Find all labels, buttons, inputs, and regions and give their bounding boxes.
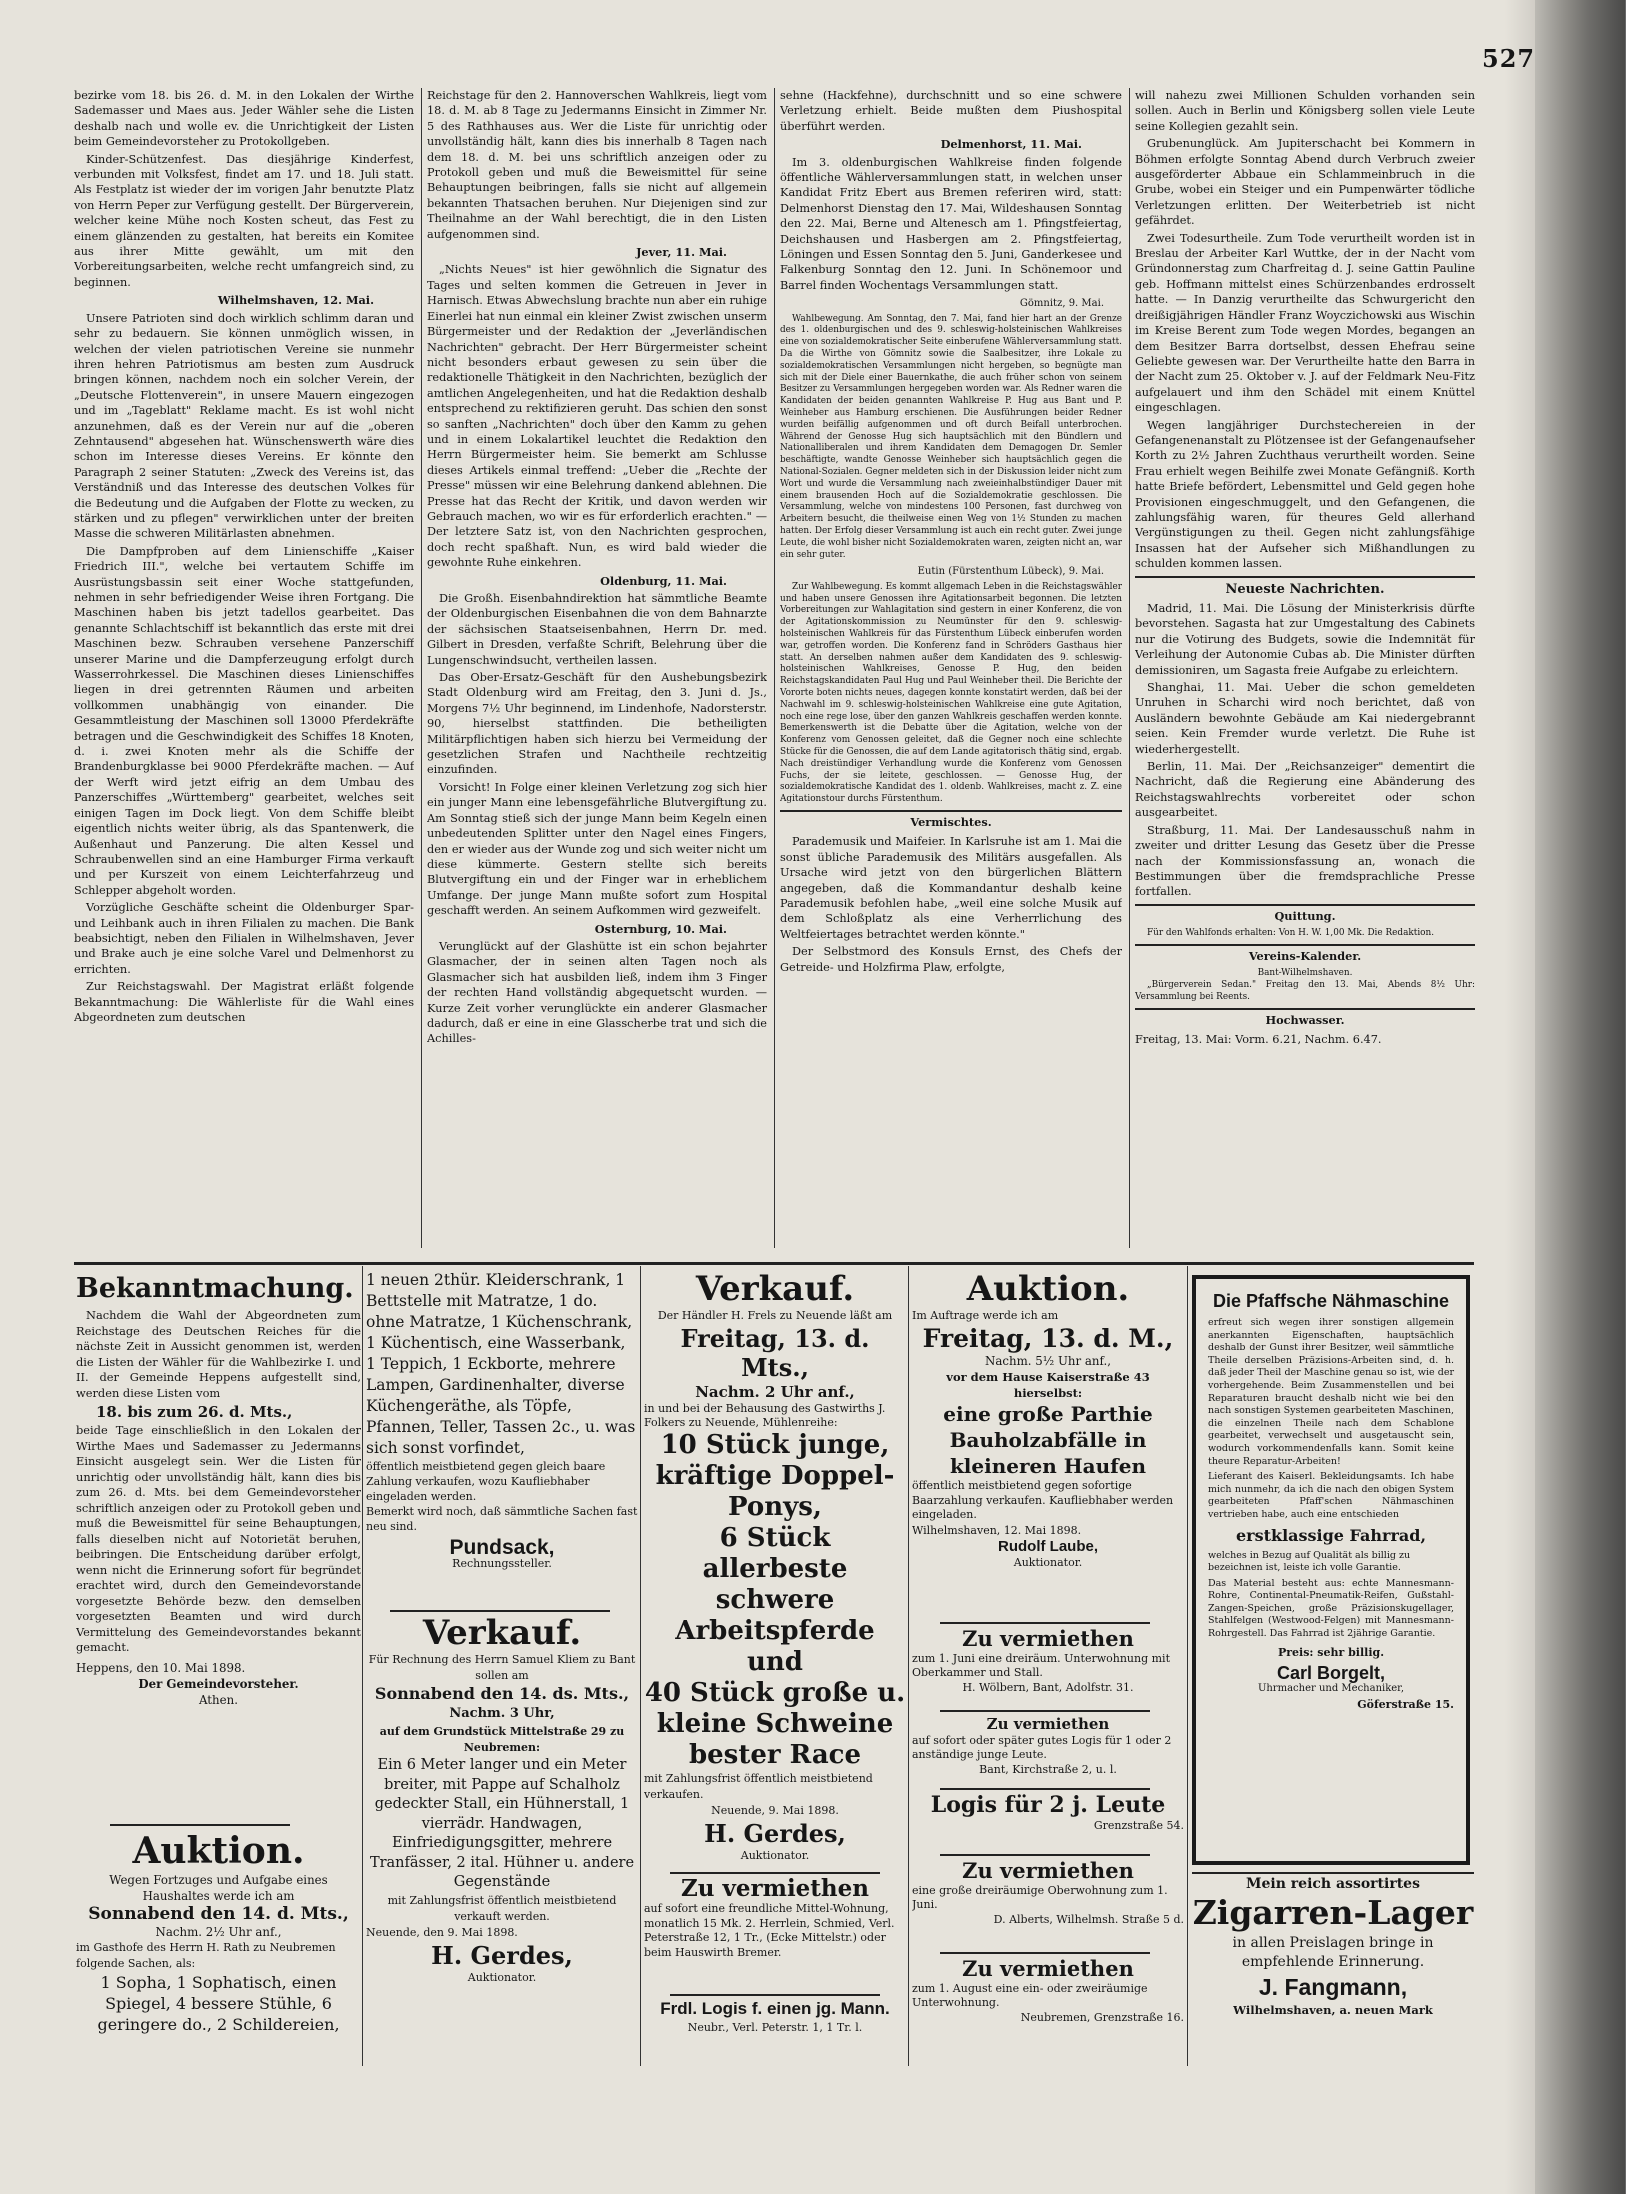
dateline: Delmenhorst, 11. Mai.: [940, 137, 1082, 152]
article-paragraph: Straßburg, 11. Mai. Der Landesausschuß nahm in zweiter und dritter Lesung das Gesetz über die Presse nach der Kommissionsfassung an, wonach die Bestimmungen über die fremdsprachliche Presse fortfallen.: [1135, 823, 1475, 899]
ad-divider: [940, 1622, 1150, 1624]
ad-role: Auktionator.: [740, 1849, 810, 1862]
article-paragraph: „Nichts Neues" ist hier gewöhnlich die Signatur des Tages und selten kommen die Getreuen in Jever in Harnisch. Etwas Abwechslung brachte nun aber ein ruhige Einerlei hat nun einmal ein kleiner Zwist zwischen unserm Bürgermeister und der Redaktion der „Jeverländischen Nachrichten" gebracht. Der Herr Bürgermeister scheint nicht besonders erbaut gewesen zu sein über die redaktionelle Thätigkeit in den Nachrichten, bezüglich der amtlichen Angelegenheiten, und hat die Redaktion deshalb entsprechend zu rektifizieren geruht. Das schien den sonst so sanften „Nachrichten" doch über den Kamm zu gehen und in einem Lokalartikel leuchtet die Redaktion den Herrn Bürgermeister heim. Sie bemerkt am Schlusse dieses Artikels einmal treffend: „Ueber die „Rechte der Presse" müssen wir eine Belehrung dankend ablehnen. Die Presse hat das Recht der Kritik, und davon werden wir Gebrauch machen, wo wir es für erforderlich erachten." — Der letztere Satz ist, von den Nachrichten gesprochen, doch recht spaßhaft. Nun, es wird bald wieder die gewohnte Ruhe einkehren.: [427, 263, 767, 570]
ad-bekanntmachung: [76, 1270, 361, 1820]
article-paragraph: Unsere Patrioten sind doch wirklich schlimm daran und sehr zu bedauern. Sie können unmöglich wissen, in welchen der vielen patriotischen Vereine sie nunmehr ihren hehren Patriotismus am besten zum Ausdruck bringen können, nachdem noch ein solcher Verein, der „Deutsche Flottenverein", in unsere Mauern eingezogen und im „Tageblatt" Reklame macht. Es ist wohl nicht anzunehmen, daß es der Verein nur auf die „oberen Zehntausend" abgesehen hat. Wünschenswerth wäre dies schon im Interesse dieses Vereins. Er könnte den Paragraph 2 seiner Statuten: „Zweck des Vereins ist, das Verständniß und das Interesse des deutschen Volkes für die Bedeutung und die Aufgaben der Flotte zu wecken, zu stärken und zu pflegen" verwirklichen unter der breiten Masse die schweren Militärlasten abnehmen.: [74, 311, 414, 541]
ad-auktion-laube: [912, 1270, 1184, 1620]
ad-contact: D. Alberts, Wilhelmsh. Straße 5 d.: [993, 1913, 1184, 1926]
ad-body: eine große dreiräumige Oberwohnung zum 1. Juni.: [912, 1884, 1168, 1911]
ad-signer: J. Fangmann,: [1258, 1974, 1408, 2000]
ad-place: auf dem Grundstück Mittelstraße 29 zu Neubremen:: [379, 1725, 625, 1754]
ad-title: Zu vermiethen: [680, 1876, 870, 1902]
ad-title: Logis für 2 j. Leute: [930, 1792, 1166, 1818]
ad-title: Verkauf.: [695, 1270, 855, 1309]
article-paragraph: Die Dampfproben auf dem Linienschiffe „Kaiser Friedrich III.", welche bei vertautem Schiffe im Ausrüstungsbassin seit einer Woche stattgefunden, nehmen in sehr befriedigender Weise ihren Fortgang. Die Maschinen haben bis jetzt tadellos gearbeitet. Das genannte Schlachtschiff ist bekanntlich das erste mit drei Maschinen bezw. Schrauben versehene Panzerschiff unserer Marine und die Dampferzeugung erfolgt durch Wasserrohrkessel. Die Maschinen dieses Linienschiffes liegen in drei getrennten Räumen und arbeiten vollkommen unabhängig von einander. Die Gesammtleistung der Maschinen soll 13000 Pferdekräfte betragen und die Geschwindigkeit des Schiffes 18 Knoten, d. i. zwei Knoten mehr als die Schiffe der Brandenburgklasse bei 9000 Pferdekräfte machen. — Auf der Werft wird jetzt eifrig an dem Umbau des Panzerschiffes „Württemberg" gearbeitet, welches seit einigen Tagen im Dock liegt. Von dem Schiffe bleibt eigentlich nichts weiter übrig, als das Spantenwerk, die Außenhaut und Panzerung. Die alten Kessel und Schraubenwellen sind an eine Hamburger Firma verkauft und per Kurszeit von einem Leichterfahrzeug und Schlepper abgeholt worden.: [74, 544, 414, 897]
column-rule: [774, 88, 775, 1248]
ads-top-rule: [74, 1262, 1474, 1265]
ad-item: 6 Stück allerbeste schwere Arbeitspferde und: [675, 1523, 875, 1677]
receipt-text: Für den Wahlfonds erhalten: Von H. W. 1,00 Mk. Die Redaktion.: [1147, 928, 1435, 939]
ad-item: eine große Parthie Bauholzabfälle in kleineren Haufen: [943, 1402, 1153, 1478]
column-3: [780, 88, 1122, 1248]
ad-title: Zu vermiethen: [962, 1956, 1134, 1981]
page-edge-shadow: [1535, 0, 1625, 2194]
ad-vermiethen-grenzstrasse: [912, 1956, 1184, 2060]
ad-body: beide Tage einschließlich in den Lokalen der Wirthe Maes und Sademasser zu Jedermanns Einsicht ausgelegt sein. Wer die Listen für unrichtig oder unvollständig hält, kann dies bis zum 26. d. Mts. bei dem Gemeindevorsteher schriftlich anzeigen oder zu Protokoll geben und muß die Beweismittel für seine Behauptungen, falls dieselben nicht auf Notorietät beruhen, beibringen. Die Entscheidung darüber erfolgt, wenn nicht die Erinnerung sofort für begründet erachtet wird, durch den Gemeindevorstande vorgesetzte Behörde bezw. den demselben vorgesetzten Beamten und wird durch Vermittelung des Gemeindevorstandes bekannt gemacht.: [76, 1423, 361, 1654]
article-paragraph: Wegen langjähriger Durchstechereien in der Gefangenenanstalt zu Plötzensee ist der Gefangenaufseher Korth zu 2½ Jahren Zuchthaus verurtheilt worden. Seine Frau erhielt wegen Beihilfe zwei Monate Gefängniß. Korth hatte Briefe befördert, Lebensmittel und Geld gegen hohe Provisionen eingeschmuggelt, und den Gefangenen, die zahlungsfähig waren, für theures Geld allerhand Vergünstigungen zu theil. Gegen nicht zahlungsfähige Insassen hat der Aufseher sich Mißhandlungen zu schulden kommen lassen.: [1135, 418, 1475, 571]
ad-address: Wilhelmshaven, a. neuen Mark: [1233, 2003, 1433, 2017]
page-gutter: [1505, 0, 1537, 2194]
ad-body: erfreut sich wegen ihrer sonstigen allgemein anerkannten Eigenschaften, hauptsächlich deshalb der Gunst ihrer Besitzer, weil sämmtliche Theile derselben Präzisions-Arbeiten sind, d. h. daß jeder Theil der Maschine genau so ist, wie der vorhergehende. Beim Zusammenstellen und bei Reparaturen braucht deshalb nicht wie bei den nach sonstigen Systemen gearbeiteten Maschinen, die einzelnen Theile nach dem Schablone gearbeitet, verwechselt und ausgetauscht sein, wodurch vorkommendenfalls kann. Somit keine theure Reparatur-Arbeiten!: [1208, 1317, 1454, 1467]
ad-rule: [1187, 1266, 1188, 2066]
ad-divider: [940, 1854, 1150, 1856]
ad-signer: Rudolf Laube,: [998, 1537, 1098, 1555]
article-paragraph: Das Ober-Ersatz-Geschäft für den Aushebungsbezirk Stadt Oldenburg wird am Freitag, den 3. Juni d. Js., Morgens 7½ Uhr beginnend, im Lindenhofe, Nadorsterstr. 90, hierselbst stattfinden. Die betheiligten Militärpflichtigen haben sich hierzu bei Vermeidung der gesetzlichen Strafen und Nachtheile rechtzeitig einzufinden.: [427, 671, 767, 777]
ad-line: in allen Preislagen bringe in empfehlende Erinnerung.: [1232, 1935, 1434, 1970]
ad-dateline: Neuende, den 9. Mai 1898.: [366, 1925, 518, 1939]
ad-place: in und bei der Behausung des Gastwirths J. Folkers zu Neuende, Mühlenreihe:: [644, 1402, 886, 1429]
ad-vermiethen-woelbern: [912, 1626, 1184, 1706]
ad-verkauf-kliem: [366, 1614, 638, 2064]
ad-title: Die Pfaffsche Nähmaschine: [1212, 1291, 1450, 1311]
dateline: Eutin (Fürstenthum Lübeck), 9. Mai.: [917, 566, 1104, 578]
ad-body: zum 1. Juni eine dreiräum. Unterwohnung mit Oberkammer und Stall.: [912, 1652, 1170, 1679]
ad-intro: Der Händler H. Frels zu Neuende läßt am: [657, 1309, 893, 1322]
ad-terms: mit Zahlungsfrist öffentlich meistbietend verkauft werden.: [387, 1893, 617, 1923]
ad-signer: H. Gerdes,: [431, 1940, 573, 1970]
ad-dates: 18. bis zum 26. d. Mts.,: [96, 1403, 293, 1421]
ad-divider: [940, 1952, 1150, 1954]
club-notice: „Bürgerverein Sedan." Freitag den 13. Mai, Abends 8½ Uhr: Versammlung bei Reents.: [1135, 980, 1475, 1002]
ad-rule: [640, 1266, 641, 2066]
section-heading: Quittung.: [1135, 904, 1475, 924]
dateline: Gömnitz, 9. Mai.: [1019, 298, 1104, 310]
ad-divider: [390, 1610, 610, 1612]
article-paragraph: Der Selbstmord des Konsuls Ernst, des Chefs der Getreide- und Holzfirma Plaw, erfolgte,: [780, 945, 1122, 974]
ad-dateline: Heppens, den 10. Mai 1898.: [76, 1660, 246, 1675]
ad-items: 1 neuen 2thür. Kleiderschrank, 1 Bettstelle mit Matratze, 1 do. ohne Matratze, 1 Küchenschrank, 1 Küchentisch, eine Wasserbank, 1 Teppich, 1 Eckborte, mehrere Lampen, Gardinenhalter, diverse Küchengeräthe, als Töpfe, Pfannen, Teller, Tassen 2c., u. was sich sonst vorfindet,: [366, 1271, 636, 1457]
ad-intro: Wegen Fortzuges und Aufgabe eines Haushaltes werde ich am: [109, 1873, 328, 1903]
ad-date: Freitag, 13. d. Mts.,: [680, 1324, 870, 1382]
page-number: 527: [1482, 44, 1536, 73]
ad-terms: mit Zahlungsfrist öffentlich meistbietend verkaufen.: [644, 1772, 873, 1801]
ad-body: auf sofort oder später gutes Logis für 1 oder 2 anständige junge Leute.: [912, 1734, 1172, 1761]
ad-divider: [940, 1710, 1150, 1712]
column-2: [427, 88, 767, 1248]
ad-zigarren-lager: [1192, 1876, 1474, 2064]
dateline: Wilhelmshaven, 12. Mai.: [217, 293, 374, 308]
ad-auktion-rath: [76, 1830, 361, 2060]
club-subheading: Bant-Wilhelmshaven.: [1257, 968, 1353, 979]
section-heading: Hochwasser.: [1135, 1008, 1475, 1028]
ad-divider: [940, 1788, 1150, 1790]
ad-signer-name: Athen.: [199, 1692, 238, 1707]
ad-dateline: Neuende, 9. Mai 1898.: [711, 1804, 839, 1817]
article-paragraph: Verunglückt auf der Glashütte ist ein schon bejahrter Glasmacher, der in seinen alten Tagen noch als Glasmacher sich hat ausbilden ließ, indem ihm 3 Finger der rechten Hand vollständig abgequetscht wurden. — Kurze Zeit vorher verunglückte ein anderer Glasmacher dadurch, daß er eine in eine Glasscherbe trat und sich die Achilles-: [427, 939, 767, 1046]
column-rule: [1129, 88, 1130, 1248]
ad-intro: Im Auftrage werde ich am: [912, 1309, 1059, 1322]
ad-time: Nachm. 5½ Uhr anf.,: [985, 1354, 1111, 1368]
ad-items: Ein 6 Meter langer und ein Meter breiter, mit Pappe auf Schalholz gedeckter Stall, ein Hühnerstall, 1 vierrädr. Handwagen, Einfriedigungsgitter, mehrere Tranfässer, 2 ital. Hühner u. andere Gegenstände: [369, 1757, 635, 1890]
section-heading: Vereins-Kalender.: [1135, 944, 1475, 964]
ad-rule: [362, 1266, 363, 2066]
ad-contact: Grenzstraße 54.: [1093, 1819, 1184, 1832]
ad-verkauf-frels: [644, 1270, 906, 1870]
article-paragraph: Im 3. oldenburgischen Wahlkreise finden folgende öffentliche Wählerversammlungen statt, in welchen unser Kandidat Fritz Ebert aus Bremen referiren wird, statt: Delmenhorst Dienstag den 17. Mai, Wildeshausen Sonntag den 22. Mai, Berne und Altenesch am 1. Pfingstfeiertag, Deichshausen und Hasbergen am 2. Pfingstfeiertag, Löningen und Essen Sonntag den 5. Juni, Ganderkesee und Falkenburg Sonntag den 12. Juni. In Schönemoor und Barrel finden Wochentags Versammlungen statt.: [780, 155, 1122, 292]
section-heading: Vermischtes.: [780, 810, 1122, 830]
ad-date: Sonnabend den 14. d. Mts.,: [88, 1904, 349, 1924]
ad-contact: Neubremen, Grenzstraße 16.: [1020, 2011, 1184, 2024]
article-paragraph: Wahlbewegung. Am Sonntag, den 7. Mai, fand hier hart an der Grenze des 1. oldenburgischen und des 9. schleswig-holsteinischen Wahlkreises eine von sozialdemokratischer Seite einberufene Wählerversammlung statt. Da die Wirthe von Gömnitz sowie die Saalbesitzer, ihre Lokale zu sozialdemokratischen Versammlungen nicht hergeben, so begnügte man sich mit der Diele einer Bauernkathe, die auch früher schon von seinem Besitzer zu Versammlungen hergegeben worden war. Als Redner waren die Kandidaten der beiden genannten Wahlkreise P. Hug aus Bant und P. Weinheber aus Hamburg erschienen. Die Ausführungen beider Redner wurden beifällig aufgenommen und oft durch Beifall unterbrochen. Während der Genosse Hug sich hauptsächlich mit den Bündlern und Nationalliberalen und ihrem Kandidaten dem Demagogen Dr. Semler beschäftigte, wandte Genosse Weinheber sich hauptsächlich gegen die National-Sozialen. Gegner meldeten sich in der Diskussion leider nicht zum Wort und wurde die Versammlung nach zweieinhalbstündiger Dauer mit einem brausenden Hoch auf die Sozialdemokratie geschlossen. Die Versammlung, welche von mindestens 100 Personen, fast durchweg von Arbeitern besucht, die theilweise einen Weg von 1½ Stunden zu machen hatten. Der Erfolg dieser Versammlung ist auch ein recht guter. Zwei junge Leute, die wohl bisher nicht Sozialdemokraten waren, zeigten nicht an, war ein sehr guter.: [780, 313, 1122, 560]
article-paragraph: Madrid, 11. Mai. Die Lösung der Ministerkrisis dürfte bevorstehen. Sagasta hat zur Umgestaltung des Cabinets nur die Votirung des Budgets, sowie die Indemnität für Verleihung der Autonomie Cubas ab. Die Minister dürften demissioniren, um Sagasta freie Aufgabe zu erleichtern.: [1135, 602, 1475, 677]
ad-place: vor dem Hause Kaiserstraße 43 hierselbst:: [946, 1370, 1150, 1400]
ad-divider: [670, 1994, 880, 1996]
column-4: [1135, 88, 1475, 1248]
ad-contact: H. Wölbern, Bant, Adolfstr. 31.: [962, 1681, 1134, 1694]
ad-rule: [908, 1266, 909, 2066]
ad-address: Göferstraße 15.: [1357, 1697, 1454, 1711]
ad-terms: öffentlich meistbietend gegen sofortige Baarzahlung verkaufen. Kaufliebhaber werden eingeladen.: [912, 1479, 1174, 1521]
dateline: Osternburg, 10. Mai.: [594, 921, 727, 936]
article-paragraph: Vorsicht! In Folge einer kleinen Verletzung zog sich hier ein junger Mann eine lebensgefährliche Blutvergiftung zu. Am Sonntag stieß sich der junge Mann beim Kegeln einen unbedeutenden Splitter unter den Nagel eines Fingers, den er wieder aus der Wunde zog und sich weiter nicht um diese kümmerte. Gestern stellte sich bereits Blutvergiftung ein und der Finger war in erheblichem Umfange. Der junge Mann mußte sofort zum Hospital geschafft werden. An seinem Aufkommen wird gezweifelt.: [427, 780, 767, 918]
ad-line: Mein reich assortirtes: [1246, 1876, 1420, 1892]
ad-body: Lieferant des Kaiserl. Bekleidungsamts. Ich habe mich nunmehr, da ich die nach den obigen System gearbeiteten Pfaff'schen Nähmaschinen vertrieben habe, auch eine entschieden: [1208, 1471, 1454, 1520]
ad-role: Auktionator.: [467, 1970, 537, 1984]
article-paragraph: Shanghai, 11. Mai. Ueber die schon gemeldeten Unruhen in Scharchi wird noch berichtet, daß von Ausländern bewohnte Gebäude am Kai niedergebrannt seien. Kein Fremder wurde verletzt. Die Ruhe ist wiederhergestellt.: [1135, 681, 1475, 756]
article-paragraph: Zwei Todesurtheile. Zum Tode verurtheilt worden ist in Breslau der Arbeiter Karl Wuttke, der in der Nacht vom Gründonnerstag zum Charfreitag d. J. seine Gattin Pauline geb. Hoffmann mittelst eines Schürzenbandes erdrosselt hatte. — In Danzig verurtheilte das Schwurgericht den dreißigjährigen Händler Franz Woyczichowski aus Wischin im Kreise Berent zum Tode wegen Mordes, begangen an dem Besitzer Barra dortselbst, dessen Ehefrau seine Geliebte gewesen war. Der Verurtheilte hatte den Barra in der Nacht zum 25. Oktober v. J. auf der Feldmark Neu-Fitz aufgelauert und ihm den Schädel mit einem Knüttel eingeschlagen.: [1135, 231, 1475, 415]
ad-feature: erstklassige Fahrrad,: [1235, 1525, 1427, 1545]
ad-title: Zigarren-Lager: [1192, 1893, 1474, 1932]
ad-title: Verkauf.: [422, 1614, 582, 1653]
ad-vermiethen-mittelwohnung: [644, 1876, 906, 1991]
ad-body: Das Material besteht aus: echte Mannesmann-Rohre, Continental-Pneumatik-Reifen, Gußstahl-Zangen-Speichen, große Präzisionskugellager, Stahlfelgen (Westwood-Felgen) mit Mannesmann-Rohrgestell. Das Fahrrad ist 2jährige Garantie.: [1208, 1577, 1454, 1640]
ad-title: Zu vermiethen: [962, 1858, 1134, 1883]
ad-title: Auktion.: [132, 1830, 305, 1872]
ad-price: Preis: sehr billig.: [1277, 1645, 1385, 1659]
article-paragraph: Berlin, 11. Mai. Der „Reichsanzeiger" dementirt die Nachricht, daß die Regierung eine Abänderung des Reichstagswahlrechts vorbereitet oder schon ausgearbeitet.: [1135, 760, 1475, 820]
ad-role: Uhrmacher und Mechaniker,: [1257, 1682, 1405, 1694]
ad-vermiethen-alberts: [912, 1858, 1184, 1950]
ad-divider: [110, 1824, 290, 1826]
article-paragraph: Vorzügliche Geschäfte scheint die Oldenburger Spar- und Leihbank auch in ihren Filialen zu machen. Die Bank beabsichtigt, neben den Filialen in Wilhelmshaven, Jever und Brake auch je eine solche Varel und Delmenhorst zu errichten.: [74, 901, 414, 976]
article-paragraph: sehne (Hackfehne), durchschnitt und so eine schwere Verletzung erhielt. Beide mußten dem Piushospital überführt werden.: [780, 89, 1122, 133]
ad-item: 10 Stück junge, kräftige Doppel-Ponys,: [655, 1430, 895, 1522]
article-paragraph: Grubenunglück. Am Jupiterschacht bei Kommern in Böhmen erfolgte Sonntag Abend durch Verbruch zweier ausgeförderter Abbaue ein Schlammeinbruch in die Grube, wobei ein Steiger und ein Pumpenwärter tödliche Verletzungen erlitten. Der Weiterbetrieb ist nicht gefährdet.: [1135, 137, 1475, 228]
ad-date: Sonnabend den 14. ds. Mts.,: [374, 1684, 630, 1703]
ad-signer: Carl Borgelt,: [1276, 1662, 1386, 1683]
ad-time: Nachm. 3 Uhr,: [449, 1706, 555, 1721]
ad-signer: Der Gemeindevorsteher.: [138, 1676, 299, 1691]
ad-place: im Gasthofe des Herrn H. Rath zu Neubremen folgende Sachen, als:: [76, 1941, 336, 1970]
ad-time: Nachm. 2½ Uhr anf.,: [155, 1925, 282, 1939]
ad-role: Rechnungssteller.: [452, 1557, 552, 1570]
ad-intro: Für Rechnung des Herrn Samuel Kliem zu Bant sollen am: [368, 1653, 636, 1682]
ad-pfaff-naehmaschine: [1192, 1275, 1470, 1865]
ad-body: auf sofort eine freundliche Mittel-Wohnung, monatlich 15 Mk. 2. Herrlein, Schmied, Verl. Peterstraße 12, 1 Tr., (Ecke Mittelstr.) oder beim Hauswirth Bremer.: [644, 1902, 895, 1959]
ad-title: Zu vermiethen: [962, 1626, 1134, 1651]
ad-body: Neubr., Verl. Peterstr. 1, 1 Tr. l.: [687, 2021, 863, 2034]
ad-signer: Pundsack,: [449, 1536, 555, 1559]
ad-title: Frdl. Logis f. einen jg. Mann.: [660, 1999, 890, 2018]
dateline: Jever, 11. Mai.: [636, 245, 727, 260]
ad-divider: [670, 1872, 880, 1874]
ad-dateline: Wilhelmshaven, 12. Mai 1898.: [912, 1523, 1082, 1537]
article-paragraph: bezirke vom 18. bis 26. d. M. in den Lokalen der Wirthe Sademasser und Maes aus. Jeder Wähler sehe die Listen deshalb nach und wolle ev. die Unrichtigkeit der Listen beim Gemeindevorsteher zu Protokollgeben.: [74, 89, 414, 149]
article-paragraph: Kinder-Schützenfest. Das diesjährige Kinderfest, verbunden mit Volksfest, findet am 17. und 18. Juli statt. Als Festplatz ist wieder der im vorigen Jahr benutzte Platz von Herrn Peper zur Verfügung gestellt. Der Bürgerverein, welcher keine Mühe noch Kosten scheut, das Fest zu einem glänzenden zu gestalten, hat bereits ein Komitee aus ihrer Mitte gewählt, um mit den Vorbereitungsarbeiten, welche recht umfangreich sind, zu beginnen.: [74, 152, 414, 289]
article-paragraph: will nahezu zwei Millionen Schulden vorhanden sein sollen. Auch in Berlin und Königsberg sollen viele Leute seine Kollegien gezahlt sein.: [1135, 89, 1475, 133]
ad-body: Nachdem die Wahl der Abgeordneten zum Reichstage des Deutschen Reiches für die nächste Zeit in Aussicht genommen ist, werden die Listen der Wähler für die Wahlbezirke I. und II. der Gemeinde Heppens aufgestellt sind, werden diese Listen vom: [76, 1308, 361, 1400]
ad-body: welches in Bezug auf Qualität als billig zu bezeichnen ist, leiste ich volle Garantie.: [1208, 1549, 1411, 1574]
ad-pundsack: [366, 1270, 638, 1605]
section-heading: Neueste Nachrichten.: [1135, 576, 1475, 597]
ad-contact: Bant, Kirchstraße 2, u. l.: [979, 1763, 1117, 1776]
ad-title: Auktion.: [966, 1270, 1130, 1309]
ad-title: Bekanntmachung.: [76, 1273, 354, 1304]
ad-logis-leute: [912, 1792, 1184, 1850]
ad-title: Zu vermiethen: [986, 1715, 1110, 1733]
ad-vermiethen-logis: [912, 1714, 1184, 1786]
ad-date: Freitag, 13. d. M.,: [922, 1324, 1174, 1353]
column-rule: [421, 88, 422, 1248]
ad-item: 40 Stück große u. kleine Schweine bester Race: [644, 1678, 906, 1770]
ad-role: Auktionator.: [1013, 1555, 1083, 1569]
ad-items: 1 Sopha, 1 Sophatisch, einen Spiegel, 4 bessere Stühle, 6 geringere do., 2 Schildereien,: [97, 1973, 340, 2034]
article-paragraph: Parademusik und Maifeier. In Karlsruhe ist am 1. Mai die sonst übliche Parademusik des Militärs ausgefallen. Als Ursache wird jetzt von den bürgerlichen Blättern angegeben, daß die Kommandantur deshalb keine Parademusik befohlen habe, „weil eine solche Musik auf dem Schloßplatz als eine Verherrlichung des Weltfeiertages betrachtet werden könnte.": [780, 835, 1122, 941]
ad-note: Bemerkt wird noch, daß sämmtliche Sachen fast neu sind.: [366, 1505, 638, 1533]
ad-signer: H. Gerdes,: [704, 1819, 846, 1848]
article-paragraph: Zur Wahlbewegung. Es kommt allgemach Leben in die Reichstagswähler und haben unsere Genossen ihre Agitationsarbeit begonnen. Die letzten Vorbereitungen zur Wahlagitation sind gestern in einer Konferenz, die von der Agitationskommission zu Neumünster für den 9. schleswig-holsteinischen Wahlkreis für das Fürstenthum Lübeck einberufen worden war, getroffen worden. Die Konferenz fand in Schröders Gasthaus hier statt. An derselben nahmen außer dem Kandidaten des 9. schleswig-holsteinischen Wahlkreises, Genosse P. Hug, den beiden Reichstagskandidaten Paul Hug und Paul Weinheber theil. Die Berichte der Vororte boten nichts neues, dagegen konnte konstatirt werden, daß bei der Nachwahl im 9. schleswig-holsteinischen Wahlkreise eine gute Agitation, noch eine rege lose, über den ganzen Wahlkreis geschaffen werden konnte. Bemerkenswerth ist die Debatte über die Agitation, welche von der Konferenz vom Genossen geleitet, daß die Gegner noch eine schlechte Stücke für die Genossen, die auf dem Lande agitatorisch thätig sind, ergab. Nach dreistündiger Verhandlung wurde die Konferenz vom Genossen Fuchs, der sie leitete, geschlossen. — Genosse Hug, der sozialdemokratische Kandidat des 1. oldenb. Wahlkreises, macht z. Z. eine Agitationstour durchs Fürstenthum.: [780, 581, 1122, 805]
article-paragraph: Die Großh. Eisenbahndirektion hat sämmtliche Beamte der Oldenburgischen Eisenbahnen die von dem Bahnarzte der sächsischen Staatseisenbahnen, Herrn Dr. med. Gilbert in Dresden, verfaßte Schrift, Belehrung über die Lungenschwindsucht, vertheilen lassen.: [427, 592, 767, 667]
dateline: Oldenburg, 11. Mai.: [600, 573, 727, 588]
ad-time: Nachm. 2 Uhr anf.,: [695, 1383, 855, 1401]
article-paragraph: Reichstage für den 2. Hannoverschen Wahlkreis, liegt vom 18. d. M. ab 8 Tage zu Jedermanns Einsicht in Zimmer Nr. 5 des Rathhauses aus. Wer die Liste für unrichtig oder unvollständig hält, kann dies bis innerhalb 8 Tagen nach dem 18. d. M. bei uns schriftlich anzeigen oder zu Protokoll geben und muß die Beweismittel für seine Behauptungen beibringen, falls sie nicht auf allgemein bekannten Thatsachen beruhen. Nur Diejenigen sind zur Theilnahme an der Wahl berechtigt, die in den Listen aufgenommen sind.: [427, 89, 767, 241]
ad-terms: öffentlich meistbietend gegen gleich baare Zahlung verkaufen, wozu Kaufliebhaber eingeladen werden.: [366, 1460, 606, 1503]
ad-divider: [1192, 1872, 1474, 1874]
tide-times: Freitag, 13. Mai: Vorm. 6.21, Nachm. 6.47.: [1135, 1033, 1382, 1047]
ad-body: zum 1. August eine ein- oder zweiräumige Unterwohnung.: [912, 1982, 1148, 2009]
column-1: [74, 88, 414, 1248]
ad-logis-mann: [644, 1998, 906, 2060]
article-paragraph: Zur Reichstagswahl. Der Magistrat erläßt folgende Bekanntmachung: Die Wählerliste für die Wahl eines Abgeordneten zum deutschen: [74, 980, 414, 1024]
